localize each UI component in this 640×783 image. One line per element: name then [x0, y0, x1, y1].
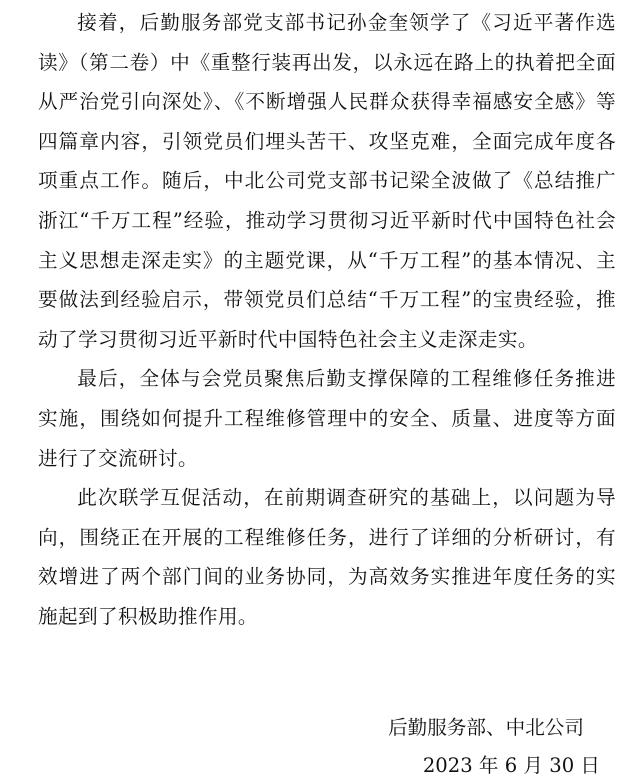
paragraph-study-session: 接着，后勤服务部党支部书记孙金奎领学了《习近平著作选读》（第二卷）中《重整行装再出发，以永远在路上的执着把全面从严治党引向深处》、《不断增强人民群众获得幸福感安全感》等四篇章内容，引领党员们埋头苦干、攻坚克难，全面完成年度各项重点工作。随后，中北公司党支部书记梁全波做了《总结推广浙江“千万工程”经验，推动学习贯彻习近平新时代中国特色社会主义思想走深走实》的主题党课，从“千万工程”的基本情况、主要做法到经验启示，带领党员们总结“千万工程”的宝贵经验，推动了学习贯彻习近平新时代中国特色社会主义走深走实。 — [38, 11, 616, 351]
paragraph-discussion: 最后，全体与会党员聚焦后勤支撑保障的工程维修任务推进实施，围绕如何提升工程维修管理中的安全、质量、进度等方面进行了交流研讨。 — [38, 367, 616, 470]
document-date: 2023 年 6 月 30 日 — [422, 754, 600, 777]
paragraph-summary: 此次联学互促活动，在前期调查研究的基础上，以问题为导向，围绕正在开展的工程维修任务，进行了详细的分析研讨，有效增进了两个部门间的业务协同，为高效务实推进年度任务的实施起到了积极助推作用。 — [38, 486, 616, 628]
signature: 后勤服务部、中北公司 — [388, 716, 584, 739]
